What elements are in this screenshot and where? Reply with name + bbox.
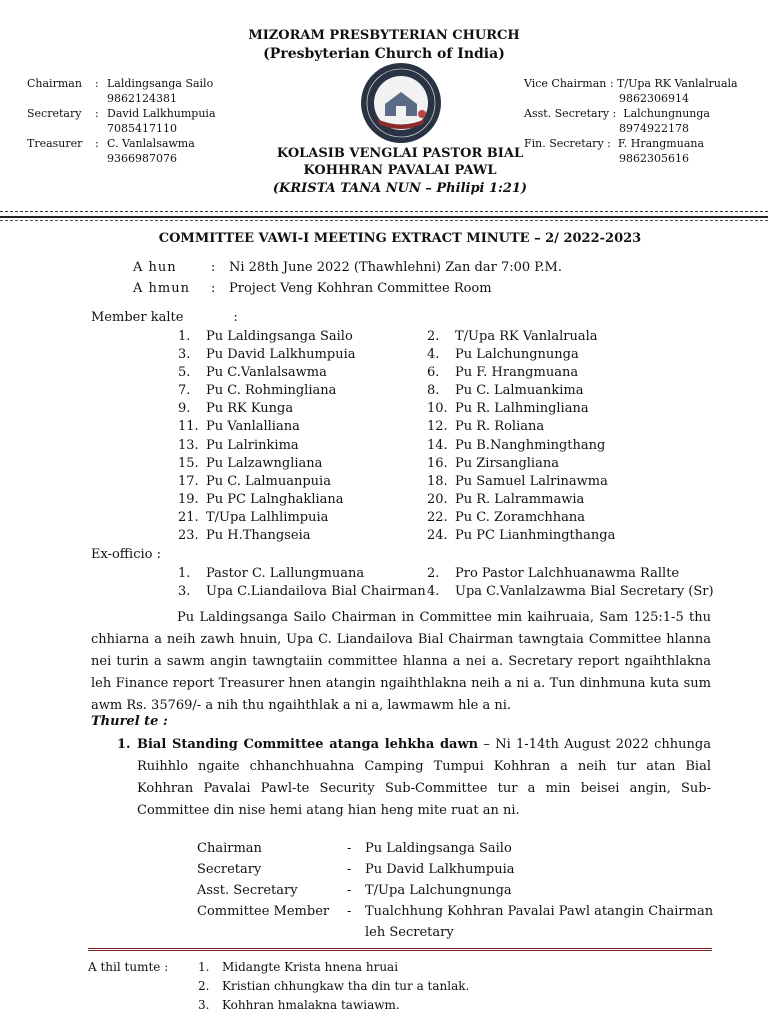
agenda-item-1: [117, 734, 711, 822]
header-divider-dashed-lower: [0, 220, 768, 221]
officer-name: David Lalkhumpuia: [107, 107, 216, 120]
list-item: 10. Pu R. Lalhmingliana: [427, 401, 589, 417]
list-item: 11. Pu Vanlalliana: [178, 419, 300, 435]
exofficio-left-list: [178, 565, 426, 601]
list-item: 18. Pu Samuel Lalrinawma: [427, 473, 608, 489]
officer-name: Lalchungnunga: [623, 107, 710, 120]
officer-title: Treasurer: [27, 137, 83, 150]
list-item: 20. Pu R. Lalrammawia: [427, 491, 585, 507]
list-item: 3. Pu David Lalkhumpuia: [178, 347, 356, 363]
list-item: 15. Pu Lalzawngliana: [178, 455, 323, 471]
officer-name: C. Vanlalsawma: [107, 137, 195, 150]
list-item: 17. Pu C. Lalmuanpuia: [178, 473, 331, 489]
list-item: 9. Pu RK Kunga: [178, 401, 294, 417]
date-label: A hun: [133, 260, 177, 275]
officer-name: Laldingsanga Sailo: [107, 77, 214, 90]
list-item: 12. Pu R. Roliana: [427, 419, 545, 435]
officer-phone: 9862306914: [619, 92, 689, 105]
list-item: 8. Pu C. Lalmuankima: [427, 383, 584, 399]
footer-divider: [88, 948, 712, 951]
venue-label: A hmun: [133, 281, 190, 296]
table-row: Committee Member - Tualchhung Kohhran Pavalai Pawl atangin Chairman: [197, 904, 714, 919]
item-number: 1.: [117, 737, 131, 752]
society-motto: (KRISTA TANA NUN – Philipi 1:21): [272, 181, 528, 196]
officer-phone: 8974922178: [619, 122, 689, 135]
church-name: MIZORAM PRESBYTERIAN CHURCH: [248, 28, 520, 43]
list-item: 4. Pu Lalchungnunga: [427, 347, 579, 363]
list-item: 1. Pu Laldingsanga Sailo: [178, 329, 353, 344]
officer-name: F. Hrangmuana: [617, 137, 705, 150]
officer-phone: 9862124381: [107, 92, 177, 105]
item-title: Bial Standing Committee atanga lehkha dawn: [137, 737, 479, 752]
list-item: 21. T/Upa Lalhlimpuia: [178, 509, 329, 525]
members-right-list: [427, 328, 615, 545]
list-item: 7. Pu C. Rohmingliana: [178, 383, 337, 399]
members-left-list: [178, 328, 355, 545]
officer-title: Vice Chairman :: [524, 77, 614, 90]
officer-title: Fin. Secretary :: [524, 137, 611, 150]
list-item: 24. Pu PC Lianhmingthanga: [427, 528, 616, 544]
list-item: 23. Pu H.Thangseia: [178, 528, 311, 544]
members-label: Member kalte :: [91, 310, 238, 325]
church-seal-logo: [360, 62, 442, 144]
header-divider-dashed: [0, 211, 768, 212]
header-divider-solid: [0, 216, 768, 218]
officer-phone: 7085417110: [107, 122, 177, 135]
officer-title: Chairman: [27, 77, 82, 90]
opening-paragraph: Pu Laldingsanga Sailo Chairman in Committee min kaihruaia, Sam 125:1-5 thu chhiarna a neih zawh hnuin, Upa C. Liandailova Bial Chairman tawngtaia Committee hlanna nei turin a sawm angin tawngtaiin committee hlanna a nei a. Secretary report ngaihthlakna leh Finance report Treasurer hnen atangin ngaihthlakna neih a ni a. Tun dinhmuna kuta sum awm Rs. 35769/- a nih thu ngaihthlak a ni a, lawmawm hle a ni.: [91, 610, 711, 713]
table-row: Chairman - Pu Laldingsanga Sailo: [197, 841, 512, 856]
meeting-venue-row: A hmun : Project Veng Kohhran Committee Room: [133, 281, 492, 296]
society-name-line2: KOHHRAN PAVALAI PAWL: [303, 163, 497, 178]
list-item: 14. Pu B.Nanghmingthang: [427, 437, 606, 453]
list-item: 4. Upa C.Vanlalzawma Bial Secretary (Sr): [427, 584, 714, 599]
church-subtitle: (Presbyterian Church of India): [263, 46, 505, 62]
exofficio-right-list: [427, 565, 714, 601]
subcommittee-list: [197, 838, 713, 943]
table-row: Asst. Secretary - T/Upa Lalchungnunga: [197, 883, 512, 898]
objectives-label: A thil tumte :: [88, 960, 169, 974]
list-item: 19. Pu PC Lalnghakliana: [178, 491, 344, 507]
table-row: Secretary - Pu David Lalkhumpuia: [197, 862, 515, 877]
table-row: leh Secretary: [365, 925, 454, 940]
list-item: 3. Upa C.Liandailova Bial Chairman: [178, 584, 426, 599]
list-item: 2. T/Upa RK Vanlalruala: [427, 329, 598, 344]
officer-phone: 9366987076: [107, 152, 177, 165]
officer-phone: 9862305616: [619, 152, 689, 165]
list-item: 16. Pu Zirsangliana: [427, 455, 559, 471]
officer-title: Secretary: [27, 107, 82, 120]
list-item: 2. Pro Pastor Lalchhuanawma Rallte: [427, 566, 680, 581]
minute-heading: COMMITTEE VAWI-I MEETING EXTRACT MINUTE – 2/ 2022-2023: [158, 231, 642, 246]
officer-title: Asst. Secretary :: [524, 107, 617, 120]
list-item: 1. Pastor C. Lallungmuana: [178, 566, 365, 581]
meeting-date-row: A hun : Ni 28th June 2022 (Thawhlehni) Zan dar 7:00 P.M.: [133, 260, 562, 275]
left-officers: Chairman : Laldingsanga Sailo 9862124381 Secretary : David Lalkhumpuia 7085417110 Treasurer : C. Vanlalsawma 9366987076: [27, 77, 216, 165]
list-item: 6. Pu F. Hrangmuana: [427, 365, 579, 381]
exofficio-label: Ex-officio :: [91, 547, 161, 562]
item-text: – Ni 1-14th August 2022 chhunga Ruihhlo ngaite chhanchhuahna Camping Tumpui Kohhran a neih tur atan Bial Kohhran Pavalai Pawl-te Security Sub-Committee tur a min beisei angin, Sub-Committee din nise hemi atang hian heng mite ruat an ni.: [137, 737, 711, 818]
list-item: 5. Pu C.Vanlalsawma: [178, 365, 327, 381]
officer-name: T/Upa RK Vanlalruala: [617, 77, 738, 90]
society-name-line1: KOLASIB VENGLAI PASTOR BIAL: [276, 146, 524, 161]
list-item: 13. Pu Lalrinkima: [178, 437, 299, 453]
venue-value: Project Veng Kohhran Committee Room: [229, 281, 492, 296]
list-item: 22. Pu C. Zoramchhana: [427, 509, 586, 525]
date-value: Ni 28th June 2022 (Thawhlehni) Zan dar 7:00 P.M.: [229, 260, 562, 275]
objectives-block: A thil tumte : 1. Midangte Krista hnena hruai 2. Kristian chhungkaw tha din tur a tanlak. 3. Kohhran hmalakna tawiawm.: [88, 960, 470, 1012]
agenda-label: Thurel te :: [91, 714, 168, 729]
